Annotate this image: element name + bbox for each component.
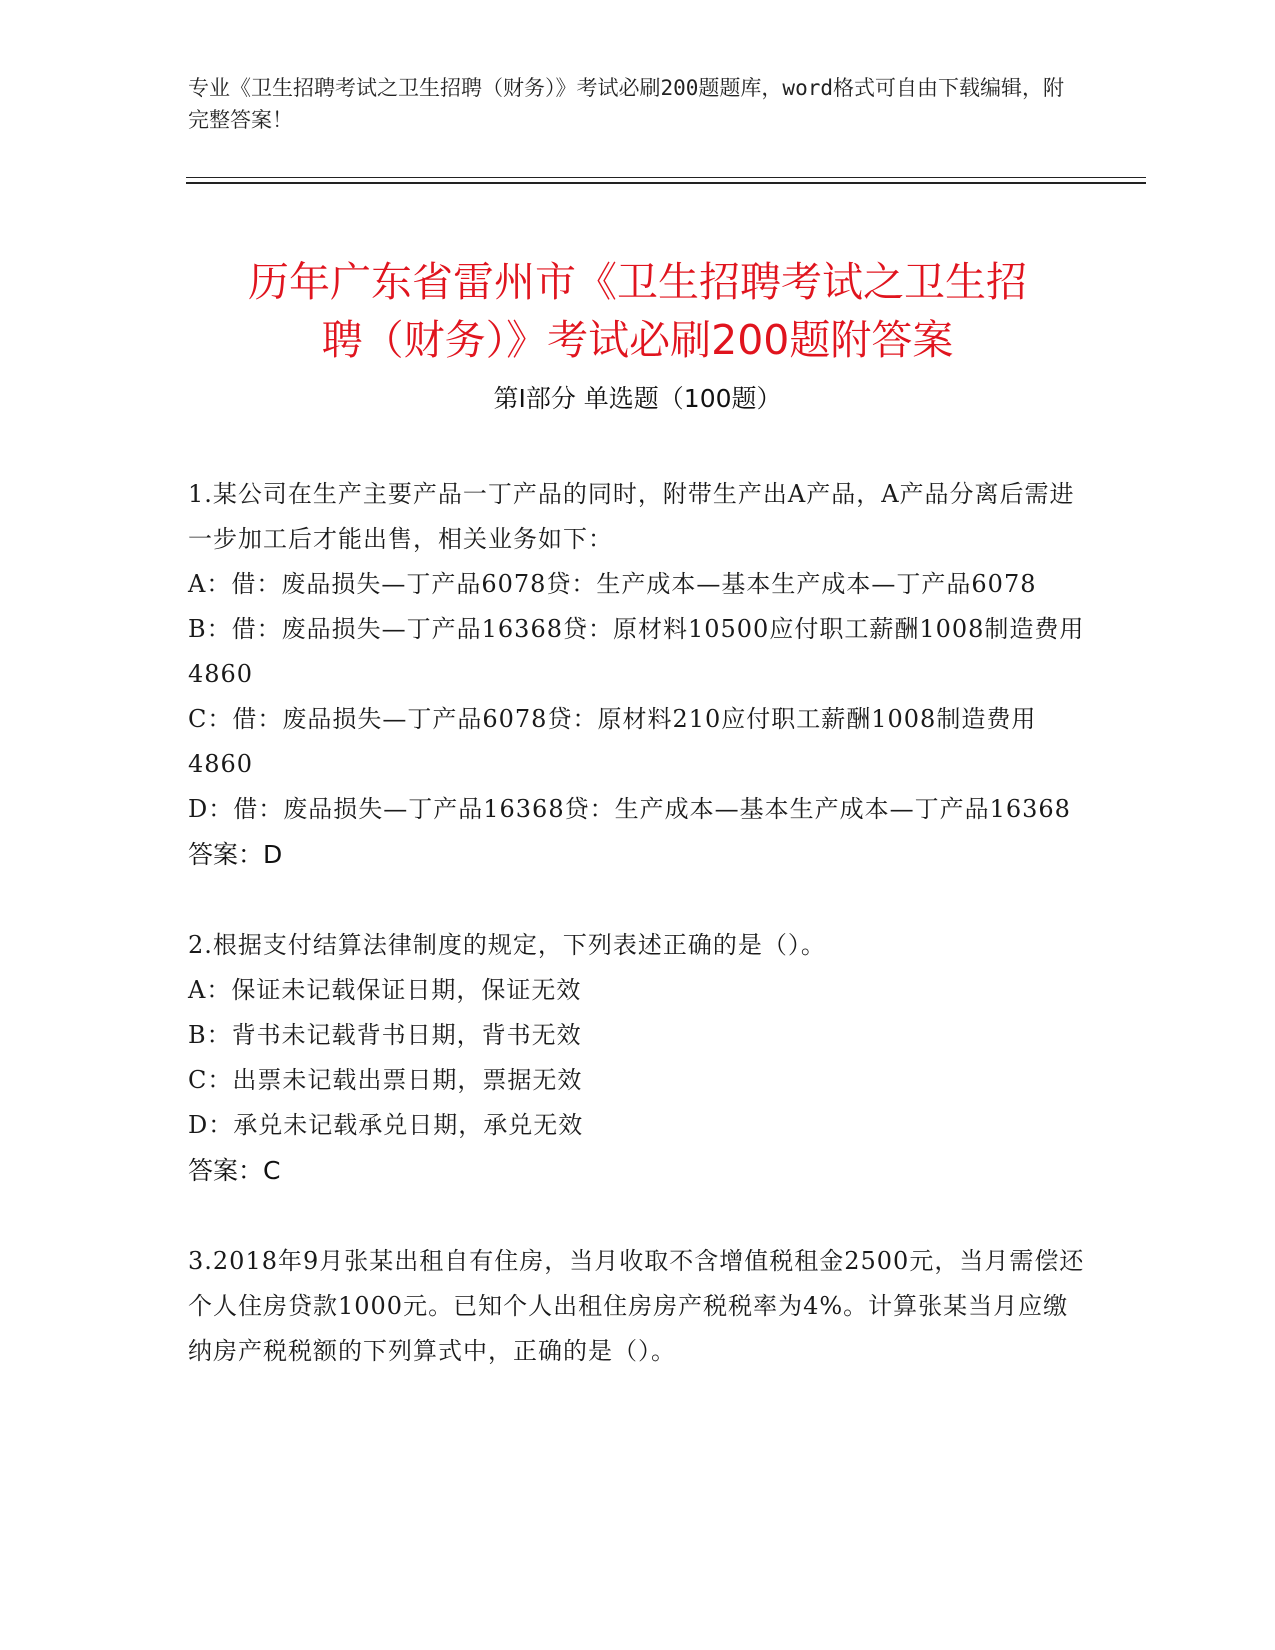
question-3 bbox=[188, 1239, 1088, 1374]
question-stem: 2.根据支付结算法律制度的规定，下列表述正确的是（）。 bbox=[188, 931, 826, 959]
question-stem: 3.2018年9月张某出租自有住房，当月收取不含增值税租金2500元，当月需偿还个人住房贷款1000元。已知个人出租住房房产税税率为4%。计算张某当月应缴纳房产税税额的下列算式中，正确的是（）。 bbox=[188, 1247, 1085, 1365]
header-divider-thick bbox=[186, 182, 1146, 184]
document-title-line-2: 聘（财务）》考试必刷200题附答案 bbox=[321, 316, 954, 365]
question-1 bbox=[188, 472, 1088, 877]
option-c: C：出票未记载出票日期，票据无效 bbox=[188, 1066, 583, 1094]
answer: 答案：C bbox=[188, 1156, 281, 1185]
section-title: 第Ⅰ部分 单选题（100题） bbox=[493, 384, 782, 413]
option-a: A：借：废品损失—丁产品6078贷：生产成本—基本生产成本—丁产品6078 bbox=[188, 570, 1037, 598]
option-c: C：借：废品损失—丁产品6078贷：原材料210应付职工薪酬1008制造费用4860 bbox=[188, 705, 1037, 778]
document-title bbox=[160, 253, 1115, 369]
question-2 bbox=[188, 923, 1088, 1193]
option-d: D：承兑未记载承兑日期，承兑无效 bbox=[188, 1111, 584, 1139]
question-stem: 1.某公司在生产主要产品一丁产品的同时，附带生产出A产品，A产品分离后需进一步加工后才能出售，相关业务如下： bbox=[188, 480, 1075, 553]
option-b: B：背书未记载背书日期，背书无效 bbox=[188, 1021, 582, 1049]
option-b: B：借：废品损失—丁产品16368贷：原材料10500应付职工薪酬1008制造费用4860 bbox=[188, 615, 1085, 688]
header-note: 专业《卫生招聘考试之卫生招聘（财务）》考试必刷200题题库，word格式可自由下载编辑，附完整答案！ bbox=[188, 76, 1064, 132]
option-a: A：保证未记载保证日期，保证无效 bbox=[188, 976, 582, 1004]
question-list bbox=[188, 472, 1088, 1420]
document-title-line-1: 历年广东省雷州市《卫生招聘考试之卫生招 bbox=[248, 258, 1027, 307]
option-d: D：借：废品损失—丁产品16368贷：生产成本—基本生产成本—丁产品16368 bbox=[188, 795, 1071, 823]
answer: 答案：D bbox=[188, 840, 283, 869]
header-divider-thin bbox=[186, 177, 1146, 178]
